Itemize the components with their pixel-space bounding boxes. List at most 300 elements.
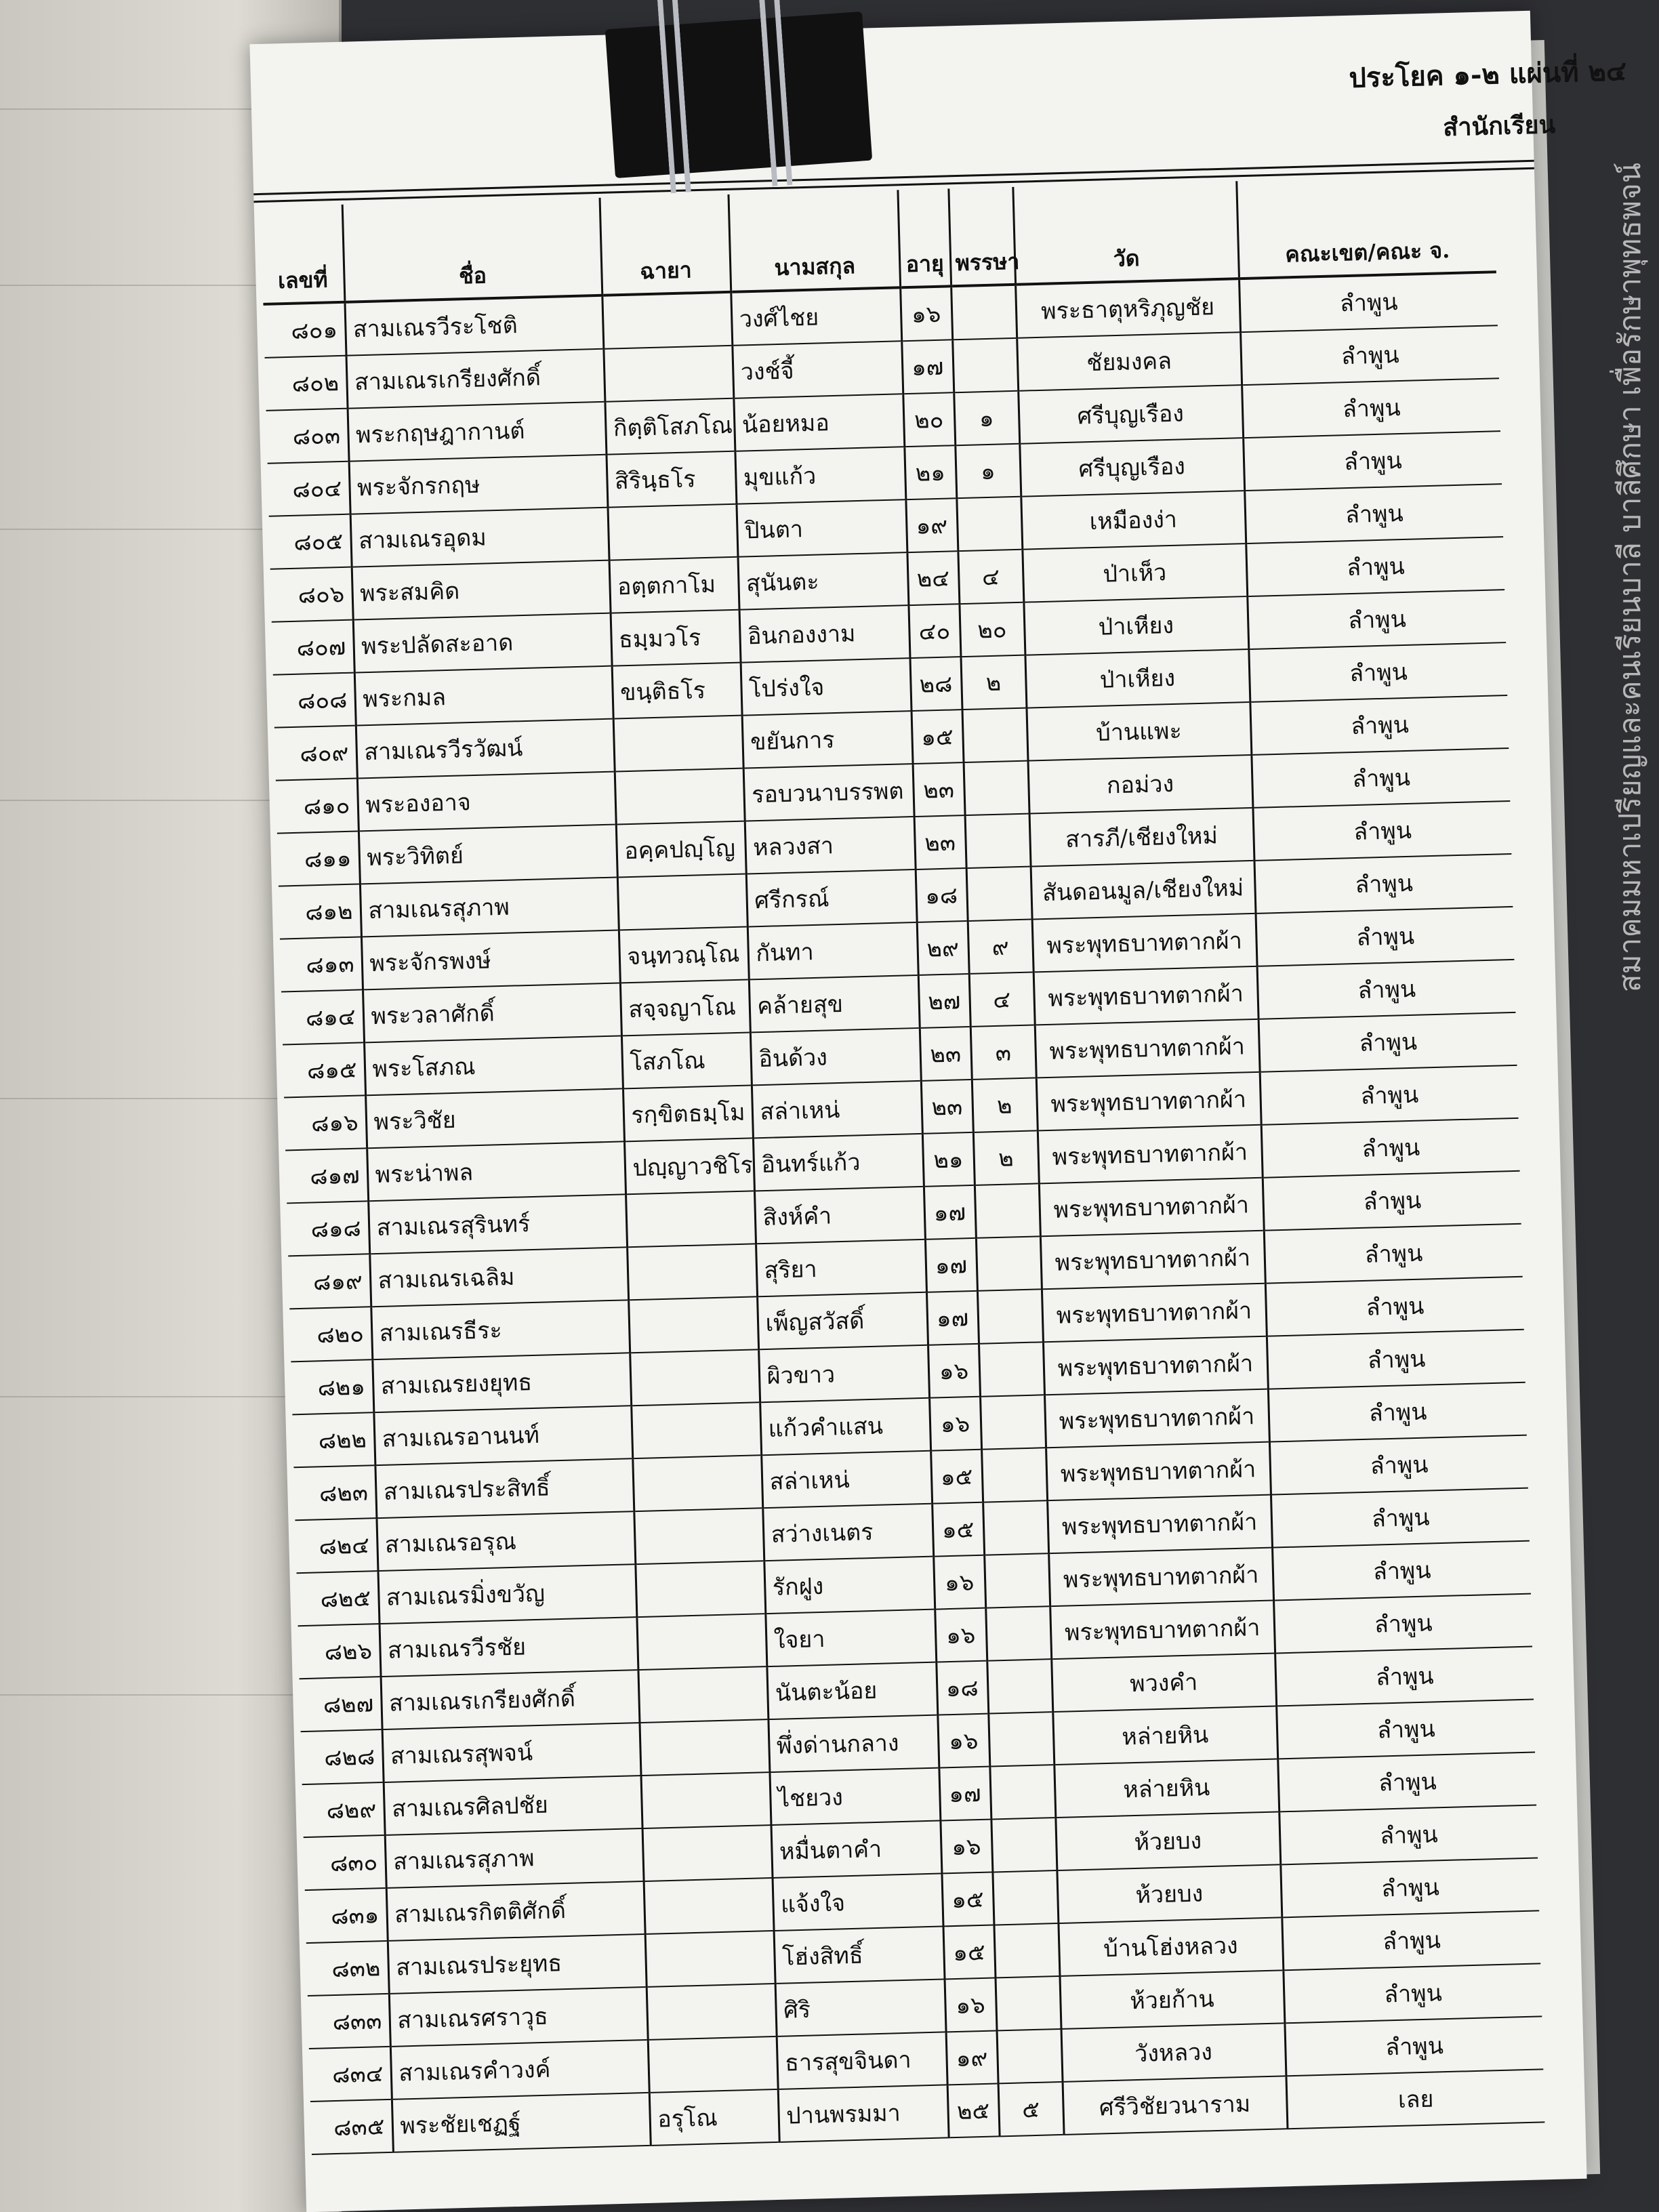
cell-province: ลำพูน <box>1267 1330 1525 1389</box>
cell-vassa: ๓ <box>970 1025 1036 1079</box>
cell-monastic-name <box>630 1349 760 1406</box>
binder-clip-wire <box>758 0 792 186</box>
cell-age: ๒๓ <box>921 1080 973 1134</box>
cell-monastic-name <box>644 1878 774 1934</box>
cell-monastic-name: กิตฺติโสภโณ <box>605 398 735 455</box>
cell-province: ลำพูน <box>1257 960 1516 1019</box>
cell-monastic-name <box>636 1614 766 1670</box>
cell-number: ๘๑๕ <box>283 1042 365 1097</box>
cell-temple: บ้านโฮ่งหลวง <box>1058 1917 1283 1976</box>
page-title: ประโยค ๑-๒ แผ่นที่ ๒๔ <box>1348 55 1627 94</box>
cell-name: สามเณรอรุณ <box>376 1511 635 1571</box>
cell-vassa <box>964 761 1029 815</box>
cell-monastic-name <box>648 2036 778 2093</box>
cell-surname: ขยันการ <box>742 711 913 769</box>
faded-rule-line <box>0 1098 319 1099</box>
cell-number: ๘๐๒ <box>265 356 348 411</box>
cell-surname: ศิริ <box>775 1979 946 2036</box>
cell-age: ๑๕ <box>912 710 964 764</box>
cell-surname: สล่าเหน่ <box>761 1451 932 1509</box>
cell-name: สามเณรเกรียงศักดิ์ <box>381 1670 640 1729</box>
cell-monastic-name <box>638 1666 768 1723</box>
cell-monastic-name: ปญฺญาวชิโร <box>624 1138 754 1194</box>
cell-number: ๘๓๑ <box>305 1888 388 1943</box>
cell-vassa <box>952 338 1018 392</box>
cell-monastic-name <box>639 1719 769 1776</box>
cell-number: ๘๒๗ <box>300 1677 382 1732</box>
cell-number: ๘๑๗ <box>285 1148 368 1203</box>
cell-vassa: ๕ <box>998 2082 1064 2136</box>
cell-province: ลำพูน <box>1242 378 1500 438</box>
cell-vassa <box>991 1818 1057 1872</box>
cell-province: ลำพูน <box>1251 748 1510 808</box>
cell-province: ลำพูน <box>1243 431 1502 491</box>
cell-name: สามเณรประยุทธ <box>388 1934 647 1994</box>
cell-vassa <box>951 285 1017 340</box>
cell-province: ลำพูน <box>1254 854 1513 914</box>
cell-vassa <box>988 1712 1054 1766</box>
cell-province: ลำพูน <box>1240 325 1499 385</box>
cell-temple: หล่ายหิน <box>1052 1706 1277 1765</box>
cell-number: ๘๐๖ <box>270 567 353 622</box>
cell-name: สามเณรสุภาพ <box>360 878 619 937</box>
cell-age: ๑๗ <box>939 1767 991 1821</box>
cell-name: สามเณรกิตติศักดิ์ <box>386 1881 645 1941</box>
ordination-register-table <box>261 174 1545 2155</box>
cell-temple: ศรีวิชัยวนาราม <box>1063 2076 1288 2135</box>
cell-temple: ห้วยก้าน <box>1059 1970 1284 2029</box>
col-header-number: เลขที่ <box>261 205 345 304</box>
cell-number: ๘๐๔ <box>268 462 350 516</box>
cell-surname: นันตะน้อย <box>766 1662 937 1720</box>
cell-name: สามเณรอานนท์ <box>373 1406 632 1465</box>
cell-name: พระจักรพงษ์ <box>361 930 620 989</box>
cell-province: ลำพูน <box>1275 1647 1534 1706</box>
cell-age: ๑๕ <box>941 1872 994 1927</box>
cell-province: ลำพูน <box>1265 1277 1524 1336</box>
cell-age: ๑๖ <box>940 1820 992 1874</box>
cell-number: ๘๒๒ <box>292 1412 375 1467</box>
cell-age: ๒๕ <box>947 2083 1000 2137</box>
cell-vassa: ๔ <box>969 972 1035 1026</box>
cell-surname: เพ็ญสวัสดิ์ <box>757 1292 928 1350</box>
cell-age: ๑๗ <box>925 1238 977 1292</box>
cell-monastic-name <box>615 769 745 825</box>
cell-number: ๘๒๑ <box>291 1359 373 1414</box>
cell-monastic-name <box>645 1931 775 1987</box>
cell-age: ๒๙ <box>917 921 969 975</box>
cell-number: ๘๒๐ <box>289 1307 372 1361</box>
cell-vassa <box>976 1236 1042 1290</box>
watermark-strip <box>1579 163 1647 2060</box>
cell-name: พระจักรกฤษ <box>349 455 608 514</box>
cell-monastic-name: อรุโณ <box>649 2089 779 2146</box>
cell-surname: โปร่งใจ <box>741 658 912 716</box>
school-group-header: สำนักเรียน <box>1442 110 1556 142</box>
cell-monastic-name <box>647 1984 777 2040</box>
cell-age: ๑๗ <box>926 1291 979 1345</box>
cell-temple: ป่าเหียง <box>1023 596 1248 655</box>
table-body <box>263 272 1544 2154</box>
cell-age: ๑๖ <box>937 1714 989 1768</box>
cell-vassa <box>997 2029 1063 2083</box>
cell-vassa: ๔ <box>958 550 1023 604</box>
cell-vassa <box>983 1500 1048 1555</box>
cell-surname: อินด้วง <box>750 1028 921 1086</box>
watermark-text: สมาคมมหาเปรียญและคนเรียนบาลี บาลีศึกษา เพื่อรักษาพุทธพจน์ <box>1613 163 1647 993</box>
cell-temple: ศรีบุญเรือง <box>1019 438 1244 497</box>
cell-temple: พระพุทธบาทตากผ้า <box>1032 914 1257 972</box>
cell-province: ลำพูน <box>1258 1012 1517 1072</box>
cell-monastic-name <box>634 1508 764 1564</box>
cell-monastic-name <box>628 1296 758 1353</box>
cell-temple: พระพุทธบาทตากผ้า <box>1040 1231 1265 1290</box>
cell-monastic-name: สจฺจญาโณ <box>620 979 750 1036</box>
cell-number: ๘๓๒ <box>306 1941 389 1996</box>
cell-surname: สว่างเนตร <box>762 1504 933 1561</box>
cell-name: สามเณรเกรียงศักดิ์ <box>346 349 605 409</box>
cell-temple: พระพุทธบาทตากผ้า <box>1038 1125 1263 1184</box>
document-page <box>249 11 1627 2212</box>
cell-monastic-name <box>602 292 732 349</box>
cell-temple: พระธาตุหริภุญชัย <box>1015 279 1240 338</box>
cell-province: ลำพูน <box>1246 537 1504 596</box>
cell-surname: ศรีกรณ์ <box>746 869 917 927</box>
cell-vassa <box>977 1289 1043 1343</box>
cell-age: ๒๔ <box>907 551 959 605</box>
cell-temple: พระพุทธบาทตากผ้า <box>1043 1336 1268 1395</box>
cell-province: ลำพูน <box>1248 642 1507 702</box>
cell-surname: ปินตา <box>736 499 907 557</box>
cell-name: สามเณรศราวุธ <box>389 1987 648 2047</box>
cell-temple: พระพุทธบาทตากผ้า <box>1047 1495 1272 1554</box>
cell-age: ๑๕ <box>930 1450 983 1504</box>
cell-age: ๑๙ <box>946 2030 998 2085</box>
cell-temple: พระพุทธบาทตากผ้า <box>1048 1548 1273 1607</box>
cell-number: ๘๐๕ <box>269 514 352 569</box>
cell-age: ๑๖ <box>928 1344 980 1398</box>
cell-name: พระปลัดสะอาด <box>353 613 612 673</box>
cell-temple: กอม่วง <box>1028 755 1253 814</box>
cell-age: ๒๑ <box>922 1132 975 1187</box>
cell-name: สามเณรศิลปชัย <box>384 1776 642 1835</box>
cell-number: ๘๑๐ <box>276 779 359 834</box>
cell-name: สามเณรยงยุทธ <box>372 1353 631 1412</box>
cell-number: ๘๒๖ <box>298 1624 381 1679</box>
cell-monastic-name <box>617 874 747 930</box>
cell-age: ๒๓ <box>914 815 966 869</box>
cell-surname: แจ้งใจ <box>773 1873 943 1931</box>
cell-vassa: ๙ <box>968 920 1033 974</box>
cell-vassa <box>985 1606 1051 1660</box>
cell-temple: ห้วยบง <box>1057 1864 1282 1923</box>
cell-number: ๘๒๘ <box>301 1729 384 1784</box>
cell-monastic-name: จนฺทวณฺโณ <box>619 927 749 983</box>
cell-age: ๒๓ <box>920 1027 972 1081</box>
cell-age: ๑๖ <box>900 286 952 341</box>
cell-name: สามเณรสุภาพ <box>385 1828 644 1888</box>
cell-number: ๘๑๑ <box>277 831 360 886</box>
cell-vassa: ๒ <box>960 655 1026 710</box>
cell-surname: ธารสุขจินดา <box>777 2032 947 2089</box>
cell-temple: ป่าเห็ว <box>1022 544 1247 602</box>
binder-clip <box>605 12 872 178</box>
cell-monastic-name: รกฺขิตธมฺโม <box>623 1085 753 1141</box>
cell-number: ๘๒๕ <box>297 1571 380 1626</box>
cell-number: ๘๐๗ <box>272 620 354 675</box>
cell-vassa <box>987 1659 1052 1713</box>
cell-monastic-name: อคฺคปญฺโญ <box>616 821 746 878</box>
cell-province: ลำพูน <box>1282 1910 1540 1970</box>
cell-number: ๘๑๓ <box>280 937 363 991</box>
cell-age: ๑๗ <box>901 340 954 394</box>
cell-vassa <box>994 1923 1059 1978</box>
cell-province: ลำพูน <box>1280 1858 1539 1917</box>
cell-name: พระวิชัย <box>365 1088 624 1148</box>
cell-name: สามเณรเฉลิม <box>369 1247 628 1307</box>
cell-monastic-name <box>627 1244 757 1300</box>
cell-surname: สิงห์คำ <box>754 1187 925 1244</box>
cell-province: ลำพูน <box>1269 1435 1528 1495</box>
cell-surname: รักฝูง <box>764 1557 935 1614</box>
cell-temple: สารภี/เชียงใหม่ <box>1029 808 1254 867</box>
cell-province: ลำพูน <box>1256 907 1515 966</box>
cell-monastic-name <box>626 1191 756 1247</box>
cell-monastic-name <box>635 1561 765 1617</box>
cell-name: พระองอาจ <box>357 772 616 832</box>
cell-temple: พระพุทธบาทตากผ้า <box>1039 1178 1264 1237</box>
cell-temple: พระพุทธบาทตากผ้า <box>1033 966 1258 1025</box>
cell-surname: รอบวนาบรรพต <box>743 764 914 821</box>
cell-vassa <box>975 1183 1040 1237</box>
cell-surname: ใจยา <box>765 1610 936 1667</box>
cell-monastic-name: โสภโณ <box>621 1032 752 1088</box>
cell-monastic-name: สิรินฺธโร <box>606 451 736 508</box>
cell-temple: พระพุทธบาทตากผ้า <box>1042 1284 1267 1343</box>
cell-temple: พระพุทธบาทตากผ้า <box>1050 1601 1275 1660</box>
cell-name: พระชัยเชฏฐ์ <box>392 2093 651 2152</box>
cell-name: สามเณรวีรชัย <box>380 1617 638 1677</box>
cell-surname: วงช์จี้ <box>732 341 903 398</box>
cell-number: ๘๐๑ <box>263 302 346 358</box>
cell-temple: เหมืองง่า <box>1021 491 1246 550</box>
cell-province: เลย <box>1286 2069 1544 2129</box>
cell-age: ๒๑ <box>904 445 956 499</box>
cell-vassa <box>979 1342 1044 1396</box>
cell-temple: ป่าเหียง <box>1025 649 1250 708</box>
cell-vassa <box>966 867 1032 921</box>
cell-surname: คล้ายสุข <box>749 975 920 1033</box>
cell-monastic-name: ขนฺติธโร <box>612 663 742 719</box>
cell-surname: โฮ่งสิทธิ์ <box>774 1926 945 1984</box>
cell-age: ๒๗ <box>918 974 970 1028</box>
cell-number: ๘๓๔ <box>309 2047 392 2102</box>
cell-age: ๑๕ <box>932 1502 984 1557</box>
cell-age: ๑๘ <box>936 1661 988 1715</box>
cell-province: ลำพูน <box>1277 1753 1536 1812</box>
cell-province: ลำพูน <box>1247 590 1506 649</box>
cell-surname: อินกองงาม <box>739 605 910 663</box>
cell-province: ลำพูน <box>1268 1382 1527 1442</box>
cell-name: พระกฤษฎากานต์ <box>348 402 607 462</box>
cell-age: ๒๓ <box>913 762 965 817</box>
cell-surname: มุขแก้ว <box>735 447 905 504</box>
cell-temple: หล่ายหิน <box>1054 1759 1279 1818</box>
cell-number: ๘๒๔ <box>295 1518 377 1573</box>
cell-temple: ชัยมงคล <box>1017 332 1242 391</box>
cell-name: สามเณรสุพจน์ <box>382 1723 641 1782</box>
cell-province: ลำพูน <box>1273 1594 1532 1654</box>
cell-temple: สันดอนมูล/เชียงใหม่ <box>1031 861 1256 920</box>
cell-surname: กันทา <box>747 922 918 980</box>
cell-temple: ศรีบุญเรือง <box>1018 385 1243 444</box>
cell-age: ๑๕ <box>943 1925 995 1979</box>
cell-name: สามเณรสุรินทร์ <box>368 1194 627 1254</box>
cell-number: ๘๑๖ <box>284 1095 367 1150</box>
cell-monastic-name <box>631 1402 761 1458</box>
cell-temple: พระพุทธบาทตากผ้า <box>1035 1019 1260 1078</box>
cell-number: ๘๒๙ <box>302 1782 385 1837</box>
cell-monastic-name: อตฺตกาโม <box>609 557 739 613</box>
cell-number: ๘๓๕ <box>310 2100 393 2154</box>
cell-temple: วังหลวง <box>1061 2023 1286 2082</box>
cell-surname: ปานพรมมา <box>778 2085 949 2142</box>
cell-number: ๘๐๙ <box>274 726 357 781</box>
cell-vassa: ๑ <box>955 444 1021 498</box>
col-header-monastic-name: ฉายา <box>600 194 731 295</box>
cell-monastic-name <box>603 346 733 402</box>
cell-vassa <box>981 1448 1047 1502</box>
col-header-vassa: พรรษา <box>948 187 1015 286</box>
cell-surname: สล่าเหน่ <box>752 1081 922 1139</box>
cell-province: ลำพูน <box>1276 1700 1535 1759</box>
cell-age: ๔๐ <box>908 604 960 658</box>
cell-surname: หลวงสา <box>745 817 916 874</box>
binder-clip-wire <box>656 0 691 193</box>
cell-surname: พึ่งด่านกลาง <box>768 1715 939 1773</box>
cell-number: ๘๑๔ <box>281 989 364 1044</box>
cell-name: พระวิทิตย์ <box>359 825 617 884</box>
col-header-surname: นามสกุล <box>728 190 900 291</box>
cell-monastic-name <box>613 716 743 772</box>
cell-province: ลำพูน <box>1252 801 1511 861</box>
cell-province: ลำพูน <box>1264 1224 1523 1284</box>
cell-age: ๑๘ <box>916 868 968 922</box>
faded-rule-line <box>0 1694 319 1696</box>
cell-age: ๑๖ <box>929 1397 981 1451</box>
cell-vassa <box>965 814 1031 868</box>
cell-number: ๘๐๓ <box>266 409 349 464</box>
col-header-temple: วัด <box>1012 181 1239 285</box>
cell-province: ลำพูน <box>1283 1963 1542 2023</box>
cell-number: ๘๓๐ <box>304 1835 386 1890</box>
cell-name: พระสมคิด <box>352 560 611 620</box>
cell-name: สามเณรอุดม <box>350 508 609 567</box>
cell-number: ๘๑๘ <box>287 1201 369 1256</box>
cell-monastic-name <box>642 1825 773 1881</box>
cell-province: ลำพูน <box>1244 484 1503 544</box>
cell-province: ลำพูน <box>1279 1805 1538 1864</box>
cell-temple: พระพุทธบาทตากผ้า <box>1046 1442 1271 1501</box>
cell-monastic-name <box>632 1455 762 1511</box>
cell-vassa <box>980 1395 1046 1449</box>
cell-province: ลำพูน <box>1263 1171 1521 1231</box>
cell-surname: วงศ์ไชย <box>731 287 901 346</box>
cell-temple: บ้านแพะ <box>1026 702 1251 761</box>
cell-number: ๘๑๒ <box>279 884 361 939</box>
cell-number: ๘๓๓ <box>308 1994 390 2049</box>
cell-name: สามเณรธีระ <box>371 1300 630 1359</box>
cell-age: ๒๘ <box>909 657 962 711</box>
cell-vassa <box>962 708 1028 762</box>
cell-province: ลำพูน <box>1261 1118 1520 1178</box>
cell-monastic-name <box>608 504 738 560</box>
cell-temple: ห้วยบง <box>1055 1811 1280 1870</box>
cell-surname: น้อยหมอ <box>733 394 904 451</box>
cell-name: พระโสภณ <box>364 1036 623 1095</box>
cell-temple: พระพุทธบาทตากผ้า <box>1036 1072 1261 1131</box>
cell-age: ๑๖ <box>935 1608 987 1662</box>
cell-vassa: ๒ <box>972 1078 1038 1132</box>
cell-province: ลำพูน <box>1239 272 1498 332</box>
cell-province: ลำพูน <box>1272 1541 1531 1601</box>
cell-surname: สุนันตะ <box>737 552 908 610</box>
cell-age: ๒๐ <box>903 392 955 447</box>
col-header-age: อายุ <box>897 188 951 287</box>
cell-number: ๘๐๘ <box>273 673 356 728</box>
cell-name: พระน่าพล <box>367 1141 626 1201</box>
cell-name: พระวลาศักดิ์ <box>363 983 621 1042</box>
cell-temple: พระพุทธบาทตากผ้า <box>1044 1389 1269 1448</box>
cell-surname: แก้วคำแสน <box>760 1398 930 1456</box>
cell-vassa <box>956 497 1022 551</box>
cell-age: ๑๖ <box>933 1555 985 1610</box>
cell-vassa: ๑ <box>954 391 1019 445</box>
cell-name: สามเณรวีระโชติ <box>344 295 603 356</box>
cell-number: ๘๑๙ <box>288 1254 371 1309</box>
cell-surname: สุริยา <box>756 1240 926 1297</box>
col-header-name: ชื่อ <box>342 198 602 302</box>
cell-province: ลำพูน <box>1250 695 1509 755</box>
cell-number: ๘๒๓ <box>293 1465 376 1520</box>
cell-province: ลำพูน <box>1260 1065 1519 1125</box>
cell-surname: ไชยวง <box>769 1768 940 1826</box>
cell-temple: พวงคำ <box>1051 1654 1276 1713</box>
cell-vassa <box>996 1976 1061 2030</box>
cell-monastic-name: ธมฺมวโร <box>611 610 741 666</box>
cell-surname: หมื่นตาคำ <box>771 1821 941 1879</box>
col-header-province: คณะเขต/คณะ จ. <box>1236 174 1496 279</box>
cell-name: สามเณรคำวงค์ <box>390 2040 649 2100</box>
cell-name: สามเณรมิ่งขวัญ <box>377 1564 636 1624</box>
cell-monastic-name <box>641 1772 771 1828</box>
cell-vassa <box>992 1870 1058 1925</box>
cell-vassa <box>984 1553 1050 1607</box>
cell-province: ลำพูน <box>1284 2016 1543 2076</box>
cell-name: พระกมล <box>354 666 613 726</box>
cell-vassa: ๒ <box>973 1130 1039 1185</box>
cell-name: สามเณรประสิทธิ์ <box>375 1458 634 1518</box>
faded-rule-line <box>0 1396 319 1397</box>
cell-surname: ผิวขาว <box>758 1345 929 1403</box>
cell-age: ๑๙ <box>905 498 958 552</box>
cell-age: ๑๖ <box>945 1978 997 2032</box>
cell-age: ๑๗ <box>924 1185 976 1240</box>
cell-surname: อินทร์แก้ว <box>753 1134 924 1191</box>
cell-vassa <box>989 1765 1055 1819</box>
cell-province: ลำพูน <box>1271 1488 1530 1548</box>
cell-name: สามเณรวีรวัฒน์ <box>356 719 615 779</box>
